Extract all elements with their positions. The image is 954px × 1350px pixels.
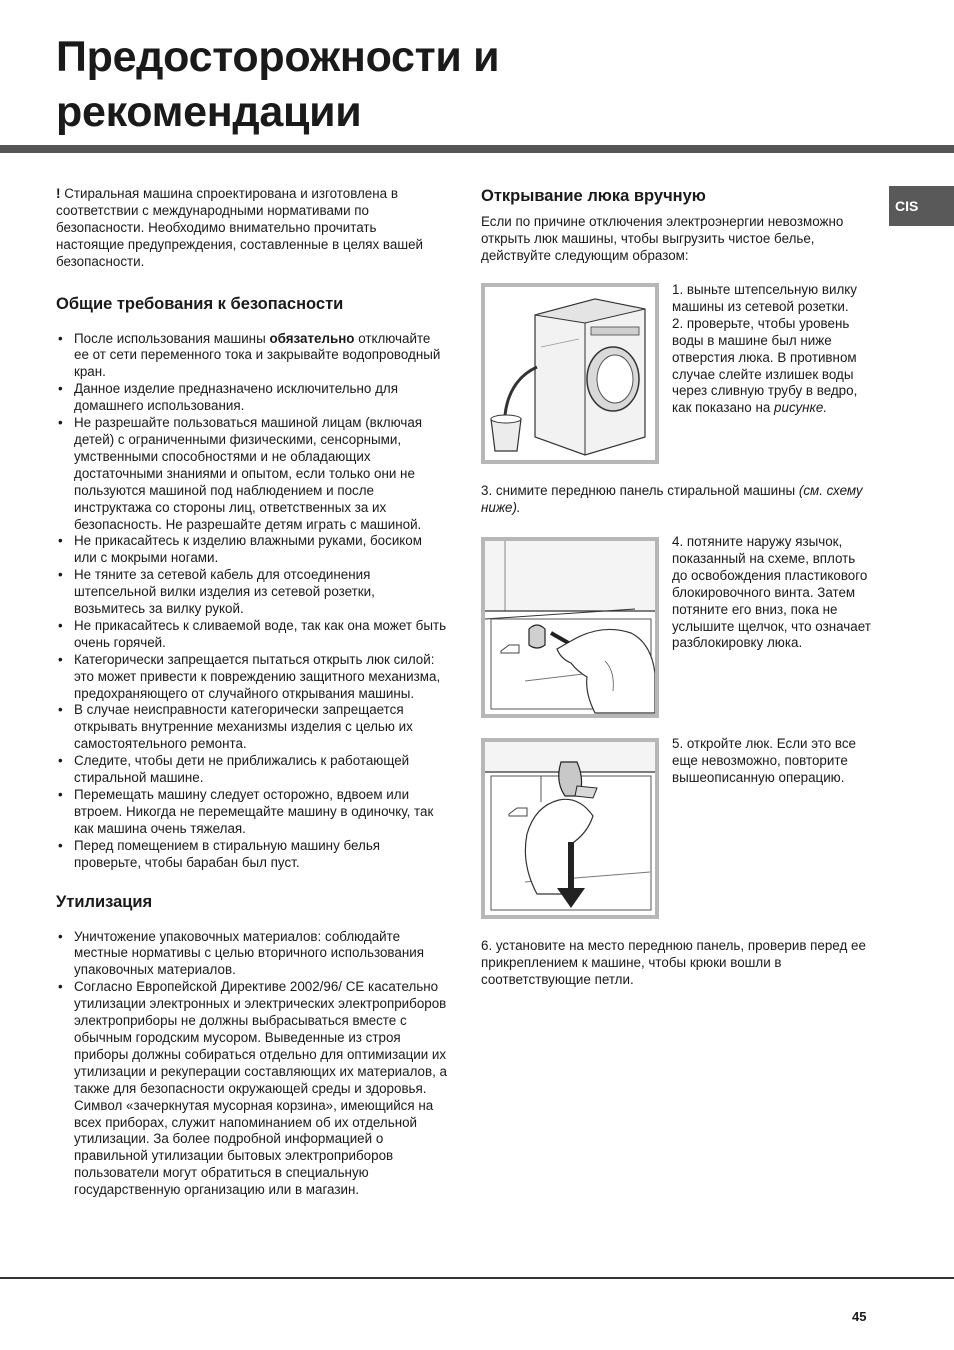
figure-reference: (см. схему ниже). [481, 483, 863, 515]
list-item: • Не тяните за сетевой кабель для отсоединения штепсельной вилки изделия из сетевой розетки, возьмитесь за вилку рукой. [56, 567, 448, 618]
washing-machine-drain-illustration [481, 283, 659, 464]
manual-open-heading: Открывание люка вручную [481, 187, 706, 205]
intro-text: Стиральная машина спроектирована и изготовлена в соответствии с международными нормативами по безопасности. Необходимо внимательно прочитать настоящие предупреждения, составленные в целях вашей безопасности. [56, 186, 424, 269]
pull-down-illustration [481, 738, 659, 919]
warning-mark: ! [56, 186, 61, 201]
manual-open-intro: Если по причине отключения электроэнергии невозможно открыть люк машины, чтобы выгрузить чистое белье, действуйте следующим образом: [481, 214, 844, 263]
step-5-text: 5. откройте люк. Если это все еще невозможно, повторите вышеописанную операцию. [672, 736, 856, 785]
list-item: • Данное изделие предназначено исключительно для домашнего использования. [56, 381, 448, 415]
step-1-2-text [672, 282, 872, 417]
list-item-text: отключайте ее от сети переменного тока и закрывайте водопроводный кран. [74, 330, 441, 380]
step-text: 1. выньте штепсельную вилку машины из сетевой розетки. 2. проверьте, чтобы уровень воды в машине был ниже отверстия люка. В противном случае слейте излишек воды через сливную трубу в ведро, как показано на [672, 282, 858, 416]
step-3-text [481, 483, 871, 517]
page-title: Предосторожности и рекомендации [56, 33, 500, 136]
list-item: • Не прикасайтесь к изделию влажными руками, босиком или с мокрыми ногами. [56, 533, 448, 567]
list-item: • Категорически запрещается пытаться открыть люк силой: это может привести к повреждению защитного механизма, предохраняющего от случайного открывания машины. [56, 652, 448, 703]
step-6-text: 6. установите на место переднюю панель, проверив перед ее прикреплением к машине, чтобы крюки вошли в соответствующие петли. [481, 938, 866, 987]
list-item: • В случае неисправности категорически запрещается открывать внутренние механизмы изделия с целью их самостоятельного ремонта. [56, 702, 448, 753]
list-item: • Не прикасайтесь к сливаемой воде, так как она может быть очень горячей. [56, 618, 448, 652]
disposal-heading: Утилизация [56, 892, 153, 911]
list-item: • Следите, чтобы дети не приближались к работающей стиральной машине. [56, 753, 448, 787]
list-item [56, 331, 448, 382]
emphasis-text: обязательно [269, 330, 355, 346]
step-4-text: 4. потяните наружу язычок, показанный на схеме, вплоть до освобождения пластикового блокировочного винта. Затем потяните его вниз, пока не услышите щелчок, что означает разблокировку люка. [672, 534, 871, 651]
left-column [56, 186, 448, 1199]
list-item: • Перед помещением в стиральную машину белья проверьте, чтобы барабан был пуст. [56, 838, 448, 872]
list-item: • Согласно Европейской Директиве 2002/96/ CE касательно утилизации электронных и электрических электроприборов электроприборы не должны выбрасываться вместе с обычным городским мусором. Выведенные из строя приборы должны собираться отдельно для оптимизации их утилизации и рекуперации составляющих их материалов, а также для безопасности окружающей среды и здоровья. Символ «зачеркнутая мусорная корзина», имеющийся на всех приборах, служит напоминанием об их отдельной утилизации. За более подробной информацией о правильной утилизации бытовых электроприборов пользователи могут обратиться в специальную государственную организацию или в магазин. [56, 979, 448, 1199]
pull-tab-illustration [481, 537, 659, 718]
step-text: 3. снимите переднюю панель стиральной машины [481, 483, 799, 498]
disposal-list [56, 929, 448, 1200]
safety-heading: Общие требования к безопасности [56, 294, 344, 313]
figure-reference: рисунке. [774, 400, 828, 416]
list-item: • Перемещать машину следует осторожно, вдвоем или втроем. Никогда не перемещайте машину в одиночку, так как машина очень тяжелая. [56, 787, 448, 838]
safety-list [56, 331, 448, 872]
right-column [481, 186, 871, 987]
language-tab: CIS [889, 186, 954, 226]
page-number: 45 [852, 1309, 867, 1324]
list-item-text: После использования машины [74, 330, 270, 346]
list-item: • Не разрешайте пользоваться машиной лицам (включая детей) с ограниченными физическими, сенсорными, умственными способностями и не обладающих достаточными знаниями и опытом, если только они не пользуются машиной под наблюдением и после инструктажа со стороны лиц, ответственных за их безопасность. Не разрешайте детям играть с машиной. [56, 415, 448, 533]
intro-paragraph [56, 186, 448, 271]
title-rule [0, 145, 954, 153]
footer-rule [0, 1277, 954, 1279]
list-item: • Уничтожение упаковочных материалов: соблюдайте местные нормативы с целью вторичного использования упаковочных материалов. [56, 929, 448, 980]
